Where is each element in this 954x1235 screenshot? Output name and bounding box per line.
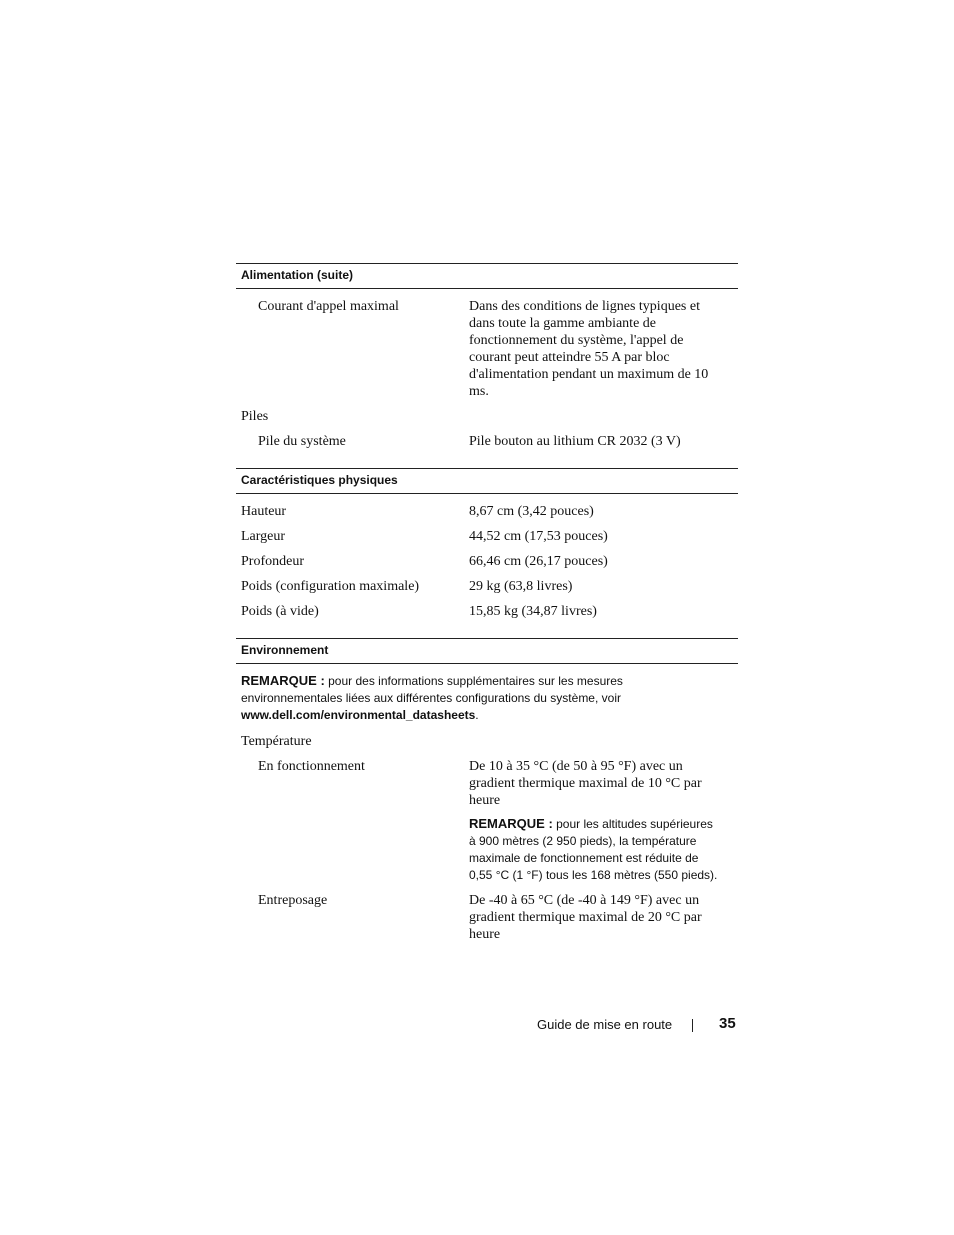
spec-value: 8,67 cm (3,42 pouces) — [469, 504, 594, 519]
spec-value: De -40 à 65 °C (de -40 à 149 °F) avec un gradient thermique maximal de 20 °C par heure — [469, 893, 702, 942]
spec-row — [236, 553, 738, 570]
spec-value: Pile bouton au lithium CR 2032 (3 V) — [469, 434, 681, 449]
spec-value: 66,46 cm (26,17 pouces) — [469, 554, 608, 569]
spec-value — [469, 758, 738, 884]
spec-label: Poids (configuration maximale) — [241, 579, 420, 594]
note-end: . — [475, 708, 479, 722]
spec-row-inrush — [236, 298, 738, 400]
spec-label: Hauteur — [241, 504, 287, 519]
spec-table — [236, 263, 738, 943]
spec-row-operating — [236, 758, 738, 884]
environmental-datasheets-link[interactable]: www.dell.com/environmental_datasheets — [241, 708, 476, 722]
spec-label: Entreposage — [258, 893, 328, 908]
environment-note — [236, 672, 738, 724]
spec-label: Poids (à vide) — [241, 604, 319, 619]
note-text: pour les altitudes supérieures à 900 mètres (2 950 pieds), la température maximale de fonctionnement est réduite de 0,55 °C (1 °F) tous les 168 mètres (550 pieds). — [469, 817, 718, 882]
note-title: REMARQUE : — [469, 816, 553, 831]
spec-value: 15,85 kg (34,87 livres) — [469, 604, 597, 619]
physical-rows — [236, 494, 738, 620]
spec-row-system-battery — [236, 433, 738, 450]
spec-value: Dans des conditions de lignes typiques et dans toute la gamme ambiante de fonctionnement du système, l'appel de courant peut atteindre 55 A par bloc d'alimentation pendant un maximum de 10 ms. — [469, 299, 709, 399]
spec-row — [236, 528, 738, 545]
note-text: pour des informations supplémentaires sur les mesures environnementales liées aux différentes configurations du système, voir — [241, 674, 623, 705]
operating-value: De 10 à 35 °C (de 50 à 95 °F) avec un gradient thermique maximal de 10 °C par heure — [469, 759, 702, 808]
page-number: 35 — [719, 1015, 736, 1032]
spec-label: Courant d'appel maximal — [258, 299, 399, 314]
spec-label: En fonctionnement — [258, 759, 365, 774]
section-heading-physical: Caractéristiques physiques — [236, 468, 738, 494]
power-rows — [236, 289, 738, 450]
footer-title: Guide de mise en route — [537, 1017, 673, 1032]
environment-rows — [236, 724, 738, 943]
footer-divider — [692, 1019, 693, 1032]
section-heading-power: Alimentation (suite) — [236, 263, 738, 289]
spec-value: 29 kg (63,8 livres) — [469, 579, 573, 594]
note-title: REMARQUE : — [241, 673, 325, 688]
spec-label: Température — [241, 734, 312, 749]
spec-row-batteries — [236, 408, 738, 425]
spec-label: Pile du système — [258, 434, 346, 449]
spec-value — [469, 408, 738, 425]
spec-row — [236, 603, 738, 620]
operating-note — [469, 815, 718, 884]
spec-label: Profondeur — [241, 554, 304, 569]
spec-row-temperature — [236, 733, 738, 750]
spec-row — [236, 578, 738, 595]
spec-value — [469, 733, 738, 750]
spec-value: 44,52 cm (17,53 pouces) — [469, 529, 608, 544]
section-heading-environment: Environnement — [236, 638, 738, 664]
spec-label: Largeur — [241, 529, 286, 544]
spec-row — [236, 503, 738, 520]
spec-label: Piles — [241, 409, 269, 424]
spec-row-storage — [236, 892, 738, 943]
